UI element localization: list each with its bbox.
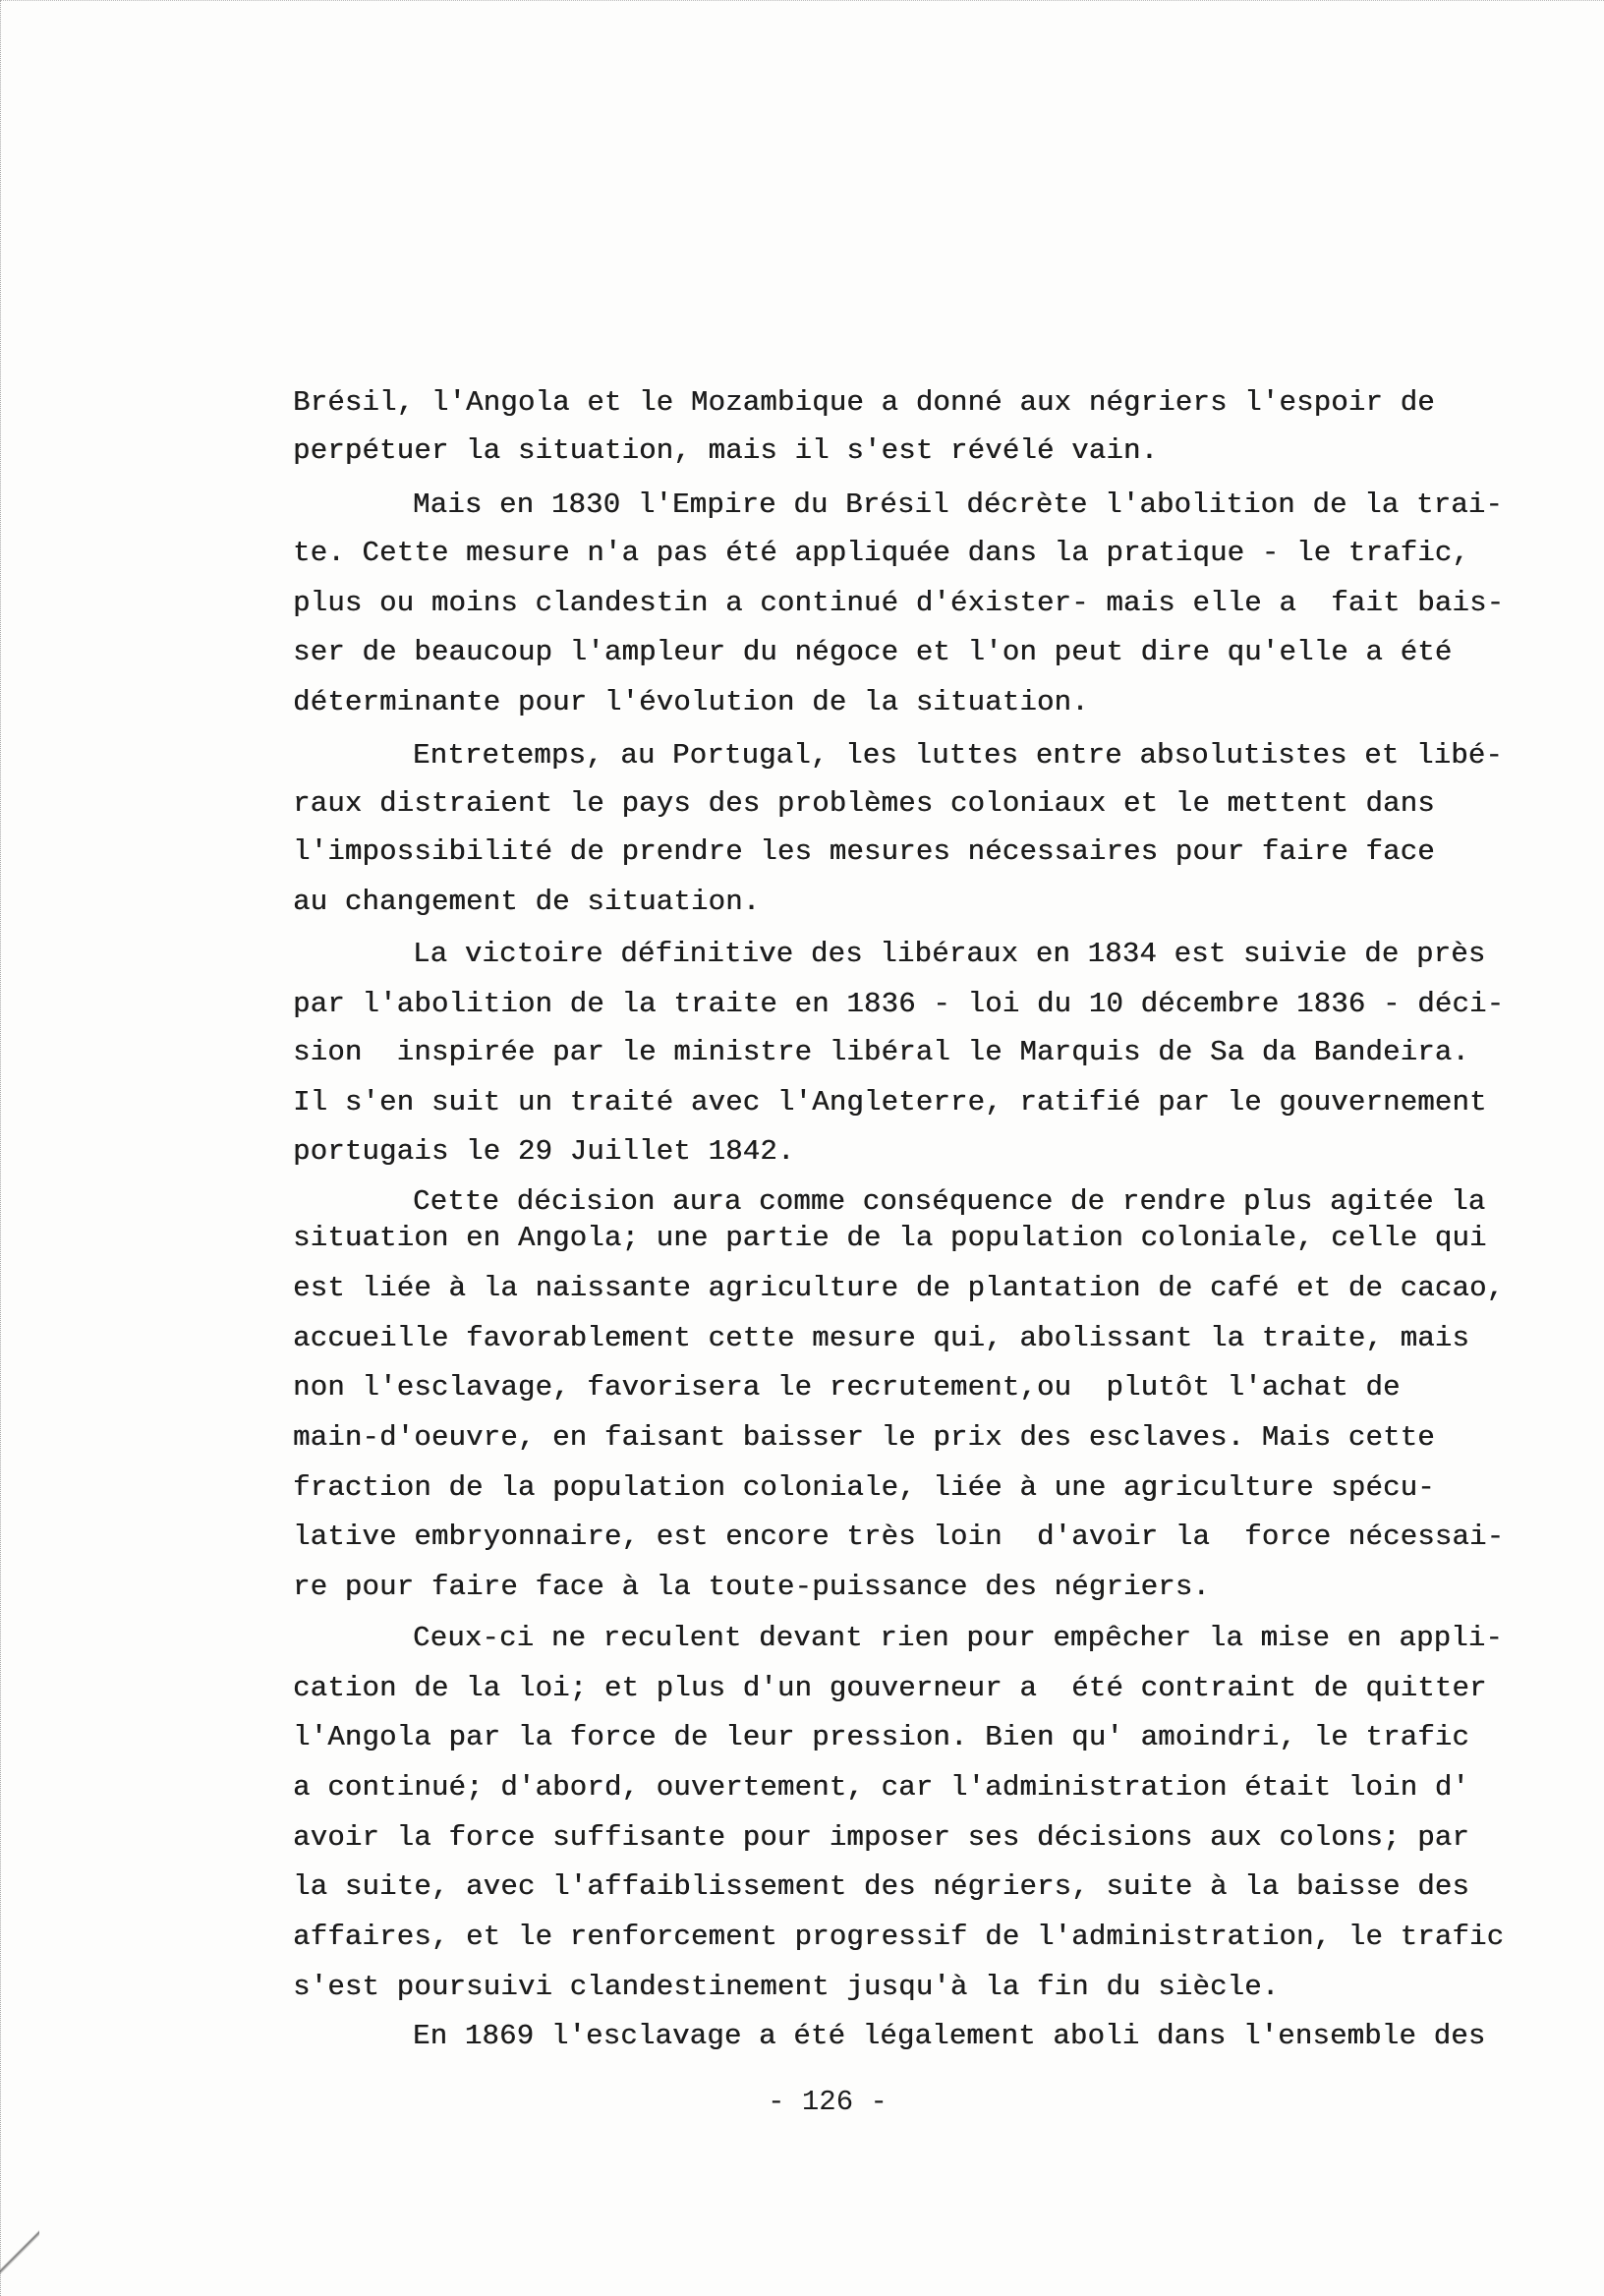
text-line: Brésil, l'Angola et le Mozambique a donné aux négriers l'espoir de	[293, 386, 1435, 419]
text-line: fraction de la population coloniale, liée à une agriculture spécu-	[293, 1471, 1435, 1504]
text-line: a continué; d'abord, ouvertement, car l'administration était loin d'	[293, 1771, 1469, 1804]
text-line: cation de la loi; et plus d'un gouverneur a été contraint de quitter	[293, 1672, 1487, 1704]
text-line: accueille favorablement cette mesure qui, abolissant la traite, mais	[293, 1322, 1469, 1354]
text-line: En 1869 l'esclavage a été légalement aboli dans l'ensemble des	[413, 2020, 1486, 2052]
text-line: avoir la force suffisante pour imposer ses décisions aux colons; par	[293, 1821, 1469, 1854]
text-line: Ceux-ci ne reculent devant rien pour empêcher la mise en appli-	[413, 1622, 1503, 1654]
text-line: Cette décision aura comme conséquence de rendre plus agitée la	[413, 1185, 1486, 1218]
text-line: situation en Angola; une partie de la population coloniale, celle qui	[293, 1222, 1487, 1254]
text-line: affaires, et le renforcement progressif de l'administration, le trafic	[293, 1921, 1505, 1953]
text-line: déterminante pour l'évolution de la situation.	[293, 686, 1089, 718]
text-line: au changement de situation.	[293, 886, 761, 918]
text-line: est liée à la naissante agriculture de plantation de café et de cacao,	[293, 1272, 1505, 1304]
text-line: plus ou moins clandestin a continué d'éxister- mais elle a fait bais-	[293, 587, 1505, 619]
scan-corner-mark	[0, 2208, 39, 2296]
text-line: La victoire définitive des libéraux en 1834 est suivie de près	[413, 938, 1486, 970]
text-line: s'est poursuivi clandestinement jusqu'à la fin du siècle.	[293, 1971, 1280, 2003]
text-line: portugais le 29 Juillet 1842.	[293, 1135, 795, 1168]
text-line: l'Angola par la force de leur pression. Bien qu' amoindri, le trafic	[293, 1721, 1469, 1753]
text-line: raux distraient le pays des problèmes coloniaux et le mettent dans	[293, 787, 1435, 820]
text-line: Mais en 1830 l'Empire du Brésil décrète l'abolition de la trai-	[413, 488, 1503, 521]
text-line: Entretemps, au Portugal, les luttes entre absolutistes et libé-	[413, 739, 1503, 772]
text-line: perpétuer la situation, mais il s'est révélé vain.	[293, 434, 1159, 467]
text-line: Il s'en suit un traité avec l'Angleterre, ratifié par le gouvernement	[293, 1086, 1487, 1119]
text-line: la suite, avec l'affaiblissement des négriers, suite à la baisse des	[293, 1870, 1469, 1903]
text-line: main-d'oeuvre, en faisant baisser le prix des esclaves. Mais cette	[293, 1421, 1435, 1454]
text-line: non l'esclavage, favorisera le recrutement,ou plutôt l'achat de	[293, 1371, 1401, 1404]
text-line: ser de beaucoup l'ampleur du négoce et l'on peut dire qu'elle a été	[293, 636, 1453, 668]
page-number: - 126 -	[768, 2086, 888, 2118]
scan-left-edge	[0, 0, 5, 2296]
text-line: re pour faire face à la toute-puissance des négriers.	[293, 1571, 1210, 1603]
text-line: sion inspirée par le ministre libéral le Marquis de Sa da Bandeira.	[293, 1036, 1469, 1068]
text-line: te. Cette mesure n'a pas été appliquée dans la pratique - le trafic,	[293, 537, 1469, 569]
text-line: l'impossibilité de prendre les mesures nécessaires pour faire face	[293, 835, 1435, 868]
text-line: lative embryonnaire, est encore très loin d'avoir la force nécessai-	[293, 1521, 1505, 1553]
text-line: par l'abolition de la traite en 1836 - loi du 10 décembre 1836 - déci-	[293, 988, 1505, 1020]
scan-top-edge	[0, 0, 1604, 7]
